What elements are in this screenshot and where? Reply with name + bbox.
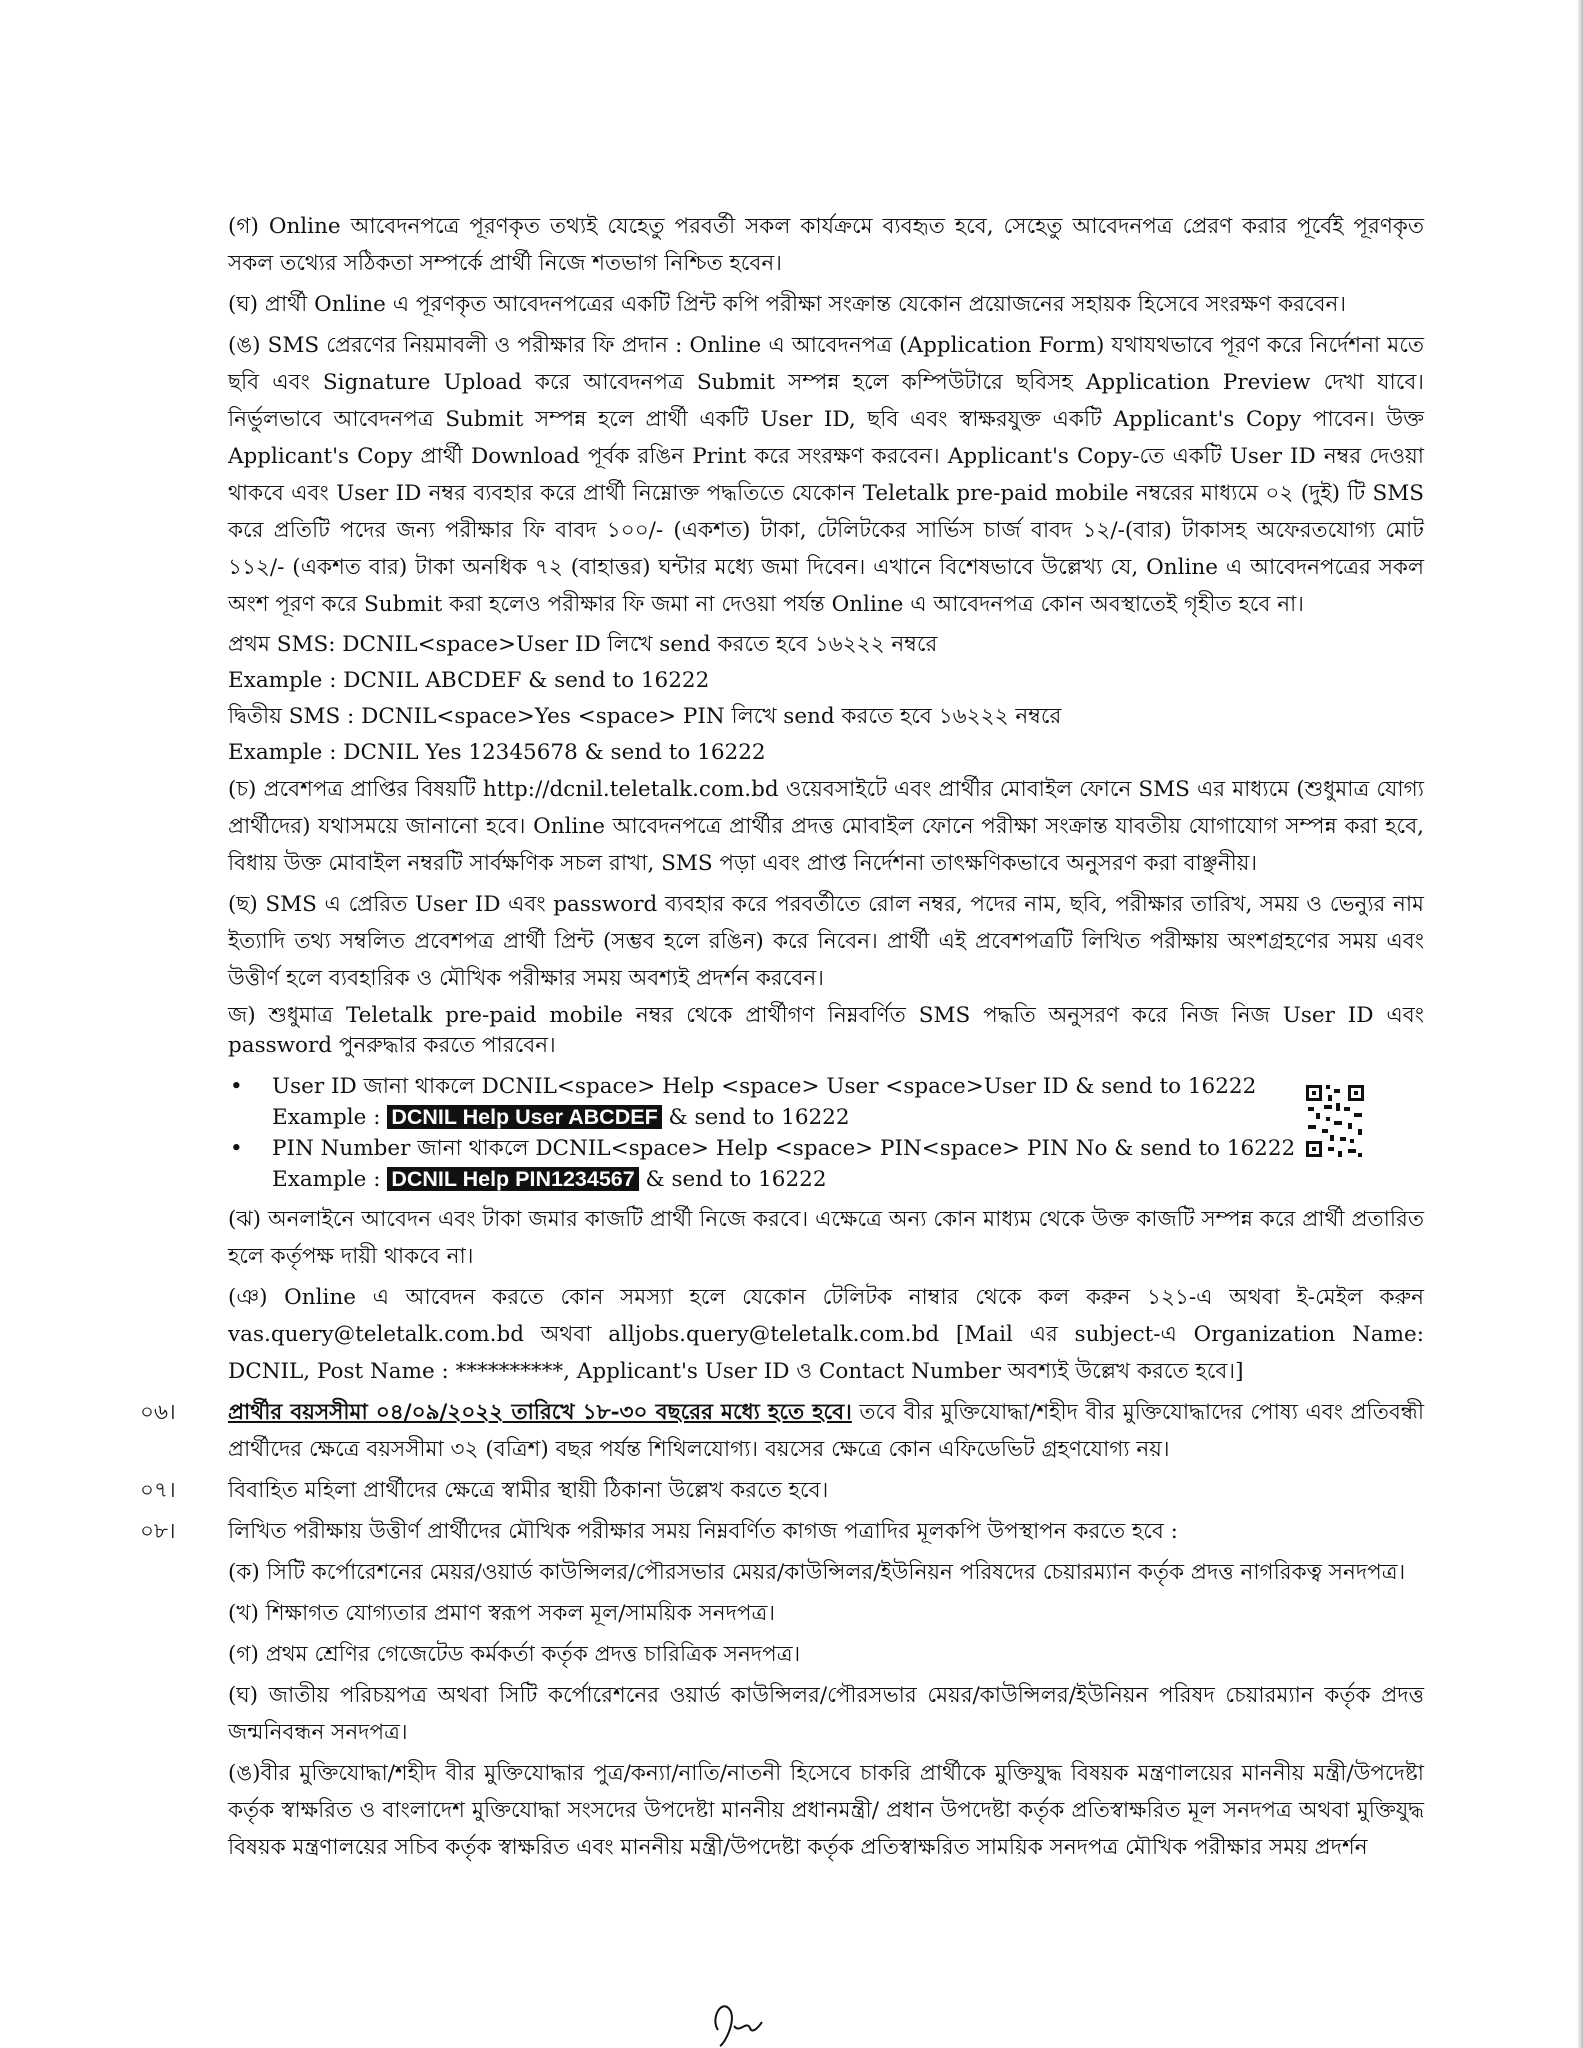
bullet1-example-suffix: & send to 16222 [661,1105,850,1130]
item-8-text: লিখিত পরীক্ষায় উত্তীর্ণ প্রার্থীদের মৌখিক পরীক্ষার সময় নিম্নবর্ণিত কাগজ পত্রাদির মূলকপি উপস্থাপন করতে হবে : [228,1519,1178,1544]
para-nya: (ঞ) Online এ আবেদন করতে কোন সমস্যা হলে যেকোন টেলিটক নাম্বার থেকে কল করুন ১২১-এ অথবা ই-মেইল করুন vas.query@teletalk.com.bd অথবা alljobs.query@teletalk.com.bd [Mail এর subject-এ Organization Name: DCNIL, Post Name : **********, Applicant's User ID ও Contact Number অবশ্যই উল্লেখ করতে হবে।] [228,1285,1424,1384]
bullet2-example-highlight: DCNIL Help PIN1234567 [387,1167,638,1191]
bullet2-text: PIN Number জানা থাকলে DCNIL<space> Help <space> PIN<space> PIN No & send to 16222 [272,1136,1296,1161]
page-edge-shadow [1577,0,1583,2048]
qr-code-icon [1304,1081,1366,1161]
para-cha: (চ) প্রবেশপত্র প্রাপ্তির বিষয়টি http://dcnil.teletalk.com.bd ওয়েবসাইটে এবং প্রার্থীর মোবাইল ফোনে SMS এর মাধ্যমে (শুধুমাত্র যোগ্য প্রার্থীদের) যথাসময়ে জানানো হবে। Online আবেদনপত্রে প্রার্থীর প্রদত্ত মোবাইল ফোনে পরীক্ষা সংক্রান্ত যাবতীয় যোগাযোগ সম্পন্ন করা হবে, বিধায় উক্ত মোবাইল নম্বরটি সার্বক্ষণিক সচল রাখা, SMS পড়া এবং প্রাপ্ত নির্দেশনা তাৎক্ষণিকভাবে অনুসরণ করা বাঞ্ছনীয়। [228,777,1424,876]
document-body [140,208,1424,1870]
para-jha: (ঝ) অনলাইনে আবেদন এবং টাকা জমার কাজটি প্রার্থী নিজে করবে। এক্ষেত্রে অন্য কোন মাধ্যম থেকে উক্ত কাজটি সম্পন্ন করে প্রার্থী প্রতারিত হলে কর্তৃপক্ষ দায়ী থাকবে না। [228,1207,1424,1269]
sms1-instruction: প্রথম SMS: DCNIL<space>User ID লিখে send করতে হবে ১৬২২২ নম্বরে [228,632,938,657]
sms1-example: Example : DCNIL ABCDEF & send to 16222 [228,668,710,693]
bullet1-example-highlight: DCNIL Help User ABCDEF [387,1105,661,1129]
list-item [228,1071,1332,1133]
age-limit-text: তবে বীর মুক্তিযোদ্ধা/শহীদ বীর মুক্তিযোদ্ধাদের পোষ্য এবং প্রতিবন্ধী প্রার্থীদের ক্ষেত্রে বয়সসীমা ৩২ (বত্রিশ) বছর পর্যন্ত শিথিলযোগ্য। বয়সের ক্ষেত্রে কোন এফিডেভিট গ্রহণযোগ্য নয়। [228,1400,1424,1462]
initial-signature [700,1990,770,2048]
para-chha: (ছ) SMS এ প্রেরিত User ID এবং password ব্যবহার করে পরবর্তীতে রোল নম্বর, পদের নাম, ছবি, পরীক্ষার তারিখ, সময় ও ভেন্যুর নাম ইত্যাদি তথ্য সম্বলিত প্রবেশপত্র প্রার্থী প্রিন্ট (সম্ভব হলে রঙিন) করে নিবেন। প্রার্থী এই প্রবেশপত্রটি লিখিত পরীক্ষায় অংশগ্রহণের সময় এবং উত্তীর্ণ হলে ব্যবহারিক ও মৌখিক পরীক্ষার সময় অবশ্যই প্রদর্শন করবেন। [228,892,1424,991]
item-8-gha: (ঘ) জাতীয় পরিচয়পত্র অথবা সিটি কর্পোরেশনের ওয়ার্ড কাউন্সিলর/পৌরসভার মেয়র/কাউন্সিলর/ইউনিয়ন পরিষদ চেয়ারম্যান কর্তৃক প্রদত্ত জন্মনিবন্ধন সনদপত্র। [228,1683,1424,1745]
para-ga: (গ) Online আবেদনপত্রে পূরণকৃত তথ্যই যেহেতু পরবর্তী সকল কার্যক্রমে ব্যবহৃত হবে, সেহেতু আবেদনপত্র প্রেরণ করার পূর্বেই পূরণকৃত সকল তথ্যের সঠিকতা সম্পর্কে প্রার্থী নিজে শতভাগ নিশ্চিত হবেন। [228,214,1424,276]
bullet-dot: • [230,1074,243,1099]
item-8-ka: (ক) সিটি কর্পোরেশনের মেয়র/ওয়ার্ড কাউন্সিলর/পৌরসভার মেয়র/কাউন্সিলর/ইউনিয়ন পরিষদের চেয়ারম্যান কর্তৃক প্রদত্ত নাগরিকত্ব সনদপত্র। [228,1560,1406,1585]
item-8-ga: (গ) প্রথম শ্রেণির গেজেটেড কর্মকর্তা কর্তৃক প্রদত্ত চারিত্রিক সনদপত্র। [228,1642,801,1667]
para-gha: (ঘ) প্রার্থী Online এ পূরণকৃত আবেদনপত্রের একটি প্রিন্ট কপি পরীক্ষা সংক্রান্ত যেকোন প্রয়োজনের সহায়ক হিসেবে সংরক্ষণ করবেন। [228,292,1347,317]
item-8-kha: (খ) শিক্ষাগত যোগ্যতার প্রমাণ স্বরূপ সকল মূল/সাময়িক সনদপত্র। [228,1601,776,1626]
recovery-bullets [228,1071,1424,1195]
bullet1-text: User ID জানা থাকলে DCNIL<space> Help <space> User <space>User ID & send to 16222 [272,1074,1257,1099]
para-ja: জ) শুধুমাত্র Teletalk pre-paid mobile নম্বর থেকে প্রার্থীগণ নিম্নবর্ণিত SMS পদ্ধতি অনুসরণ করে নিজ নিজ User ID এবং password পুনরুদ্ধার করতে পারবেন। [228,1003,1424,1058]
sms2-instruction: দ্বিতীয় SMS : DCNIL<space>Yes <space> PIN লিখে send করতে হবে ১৬২২২ নম্বরে [228,704,1062,729]
item-7-text: বিবাহিত মহিলা প্রার্থীদের ক্ষেত্রে স্বামীর স্থায়ী ঠিকানা উল্লেখ করতে হবে। [228,1478,829,1503]
bullet2-example-prefix: Example : [272,1167,388,1192]
item-7 [140,1472,1424,1509]
bullet1-example-prefix: Example : [272,1105,388,1130]
age-limit-heading: প্রার্থীর বয়সসীমা ০৪/০৯/২০২২ তারিখে ১৮-৩০ বছরের মধ্যে হতে হবে। [228,1400,852,1425]
bullet-dot: • [230,1136,243,1161]
sms2-example: Example : DCNIL Yes 12345678 & send to 16222 [228,740,766,765]
item-number: ০৮। [140,1519,176,1544]
item-6 [140,1394,1424,1468]
item-8-umo: (ঙ)বীর মুক্তিযোদ্ধা/শহীদ বীর মুক্তিযোদ্ধার পুত্র/কন্যা/নাতি/নাতনী হিসেবে চাকরি প্রার্থীকে মুক্তিযুদ্ধ বিষয়ক মন্ত্রণালয়ের মাননীয় মন্ত্রী/উপদেষ্টা কর্তৃক স্বাক্ষরিত ও বাংলাদেশ মুক্তিযোদ্ধা সংসদের উপদেষ্টা মাননীয় প্রধানমন্ত্রী/ প্রধান উপদেষ্টা কর্তৃক প্রতিস্বাক্ষরিত মূল সনদপত্র অথবা মুক্তিযুদ্ধ বিষয়ক মন্ত্রণালয়ের সচিব কর্তৃক স্বাক্ষরিত এবং মাননীয় মন্ত্রী/উপদেষ্টা কর্তৃক প্রতিস্বাক্ষরিত সাময়িক সনদপত্র মৌখিক পরীক্ষার সময় প্রদর্শন [228,1761,1424,1860]
para-umo: (ঙ) SMS প্রেরণের নিয়মাবলী ও পরীক্ষার ফি প্রদান : Online এ আবেদনপত্র (Application Form) যথাযথভাবে পূরণ করে নির্দেশনা মতে ছবি এবং Signature Upload করে আবেদনপত্র Submit সম্পন্ন হলে কম্পিউটারে ছবিসহ Application Preview দেখা যাবে। নির্ভুলভাবে আবেদনপত্র Submit সম্পন্ন হলে প্রার্থী একটি User ID, ছবি এবং স্বাক্ষরযুক্ত একটি Applicant's Copy পাবেন। উক্ত Applicant's Copy প্রার্থী Download পূর্বক রঙিন Print করে সংরক্ষণ করবেন। Applicant's Copy-তে একটি User ID নম্বর দেওয়া থাকবে এবং User ID নম্বর ব্যবহার করে প্রার্থী নিম্নোক্ত পদ্ধতিতে যেকোন Teletalk pre-paid mobile নম্বরের মাধ্যমে ০২ (দুই) টি SMS করে প্রতিটি পদের জন্য পরীক্ষার ফি বাবদ ১০০/- (একশত) টাকা, টেলিটকের সার্ভিস চার্জ বাবদ ১২/-(বার) টাকাসহ অফেরতযোগ্য মোট ১১২/- (একশত বার) টাকা অনধিক ৭২ (বাহাত্তর) ঘন্টার মধ্যে জমা দিবেন। এখানে বিশেষভাবে উল্লেখ্য যে, Online এ আবেদনপত্রের সকল অংশ পূরণ করে Submit করা হলেও পরীক্ষার ফি জমা না দেওয়া পর্যন্ত Online এ আবেদনপত্র কোন অবস্থাতেই গৃহীত হবে না। [228,333,1424,617]
item-number: ০৭। [140,1478,176,1503]
item-number: ০৬। [140,1400,176,1425]
list-item [228,1133,1332,1195]
item-8 [140,1513,1424,1550]
bullet2-example-suffix: & send to 16222 [638,1167,827,1192]
